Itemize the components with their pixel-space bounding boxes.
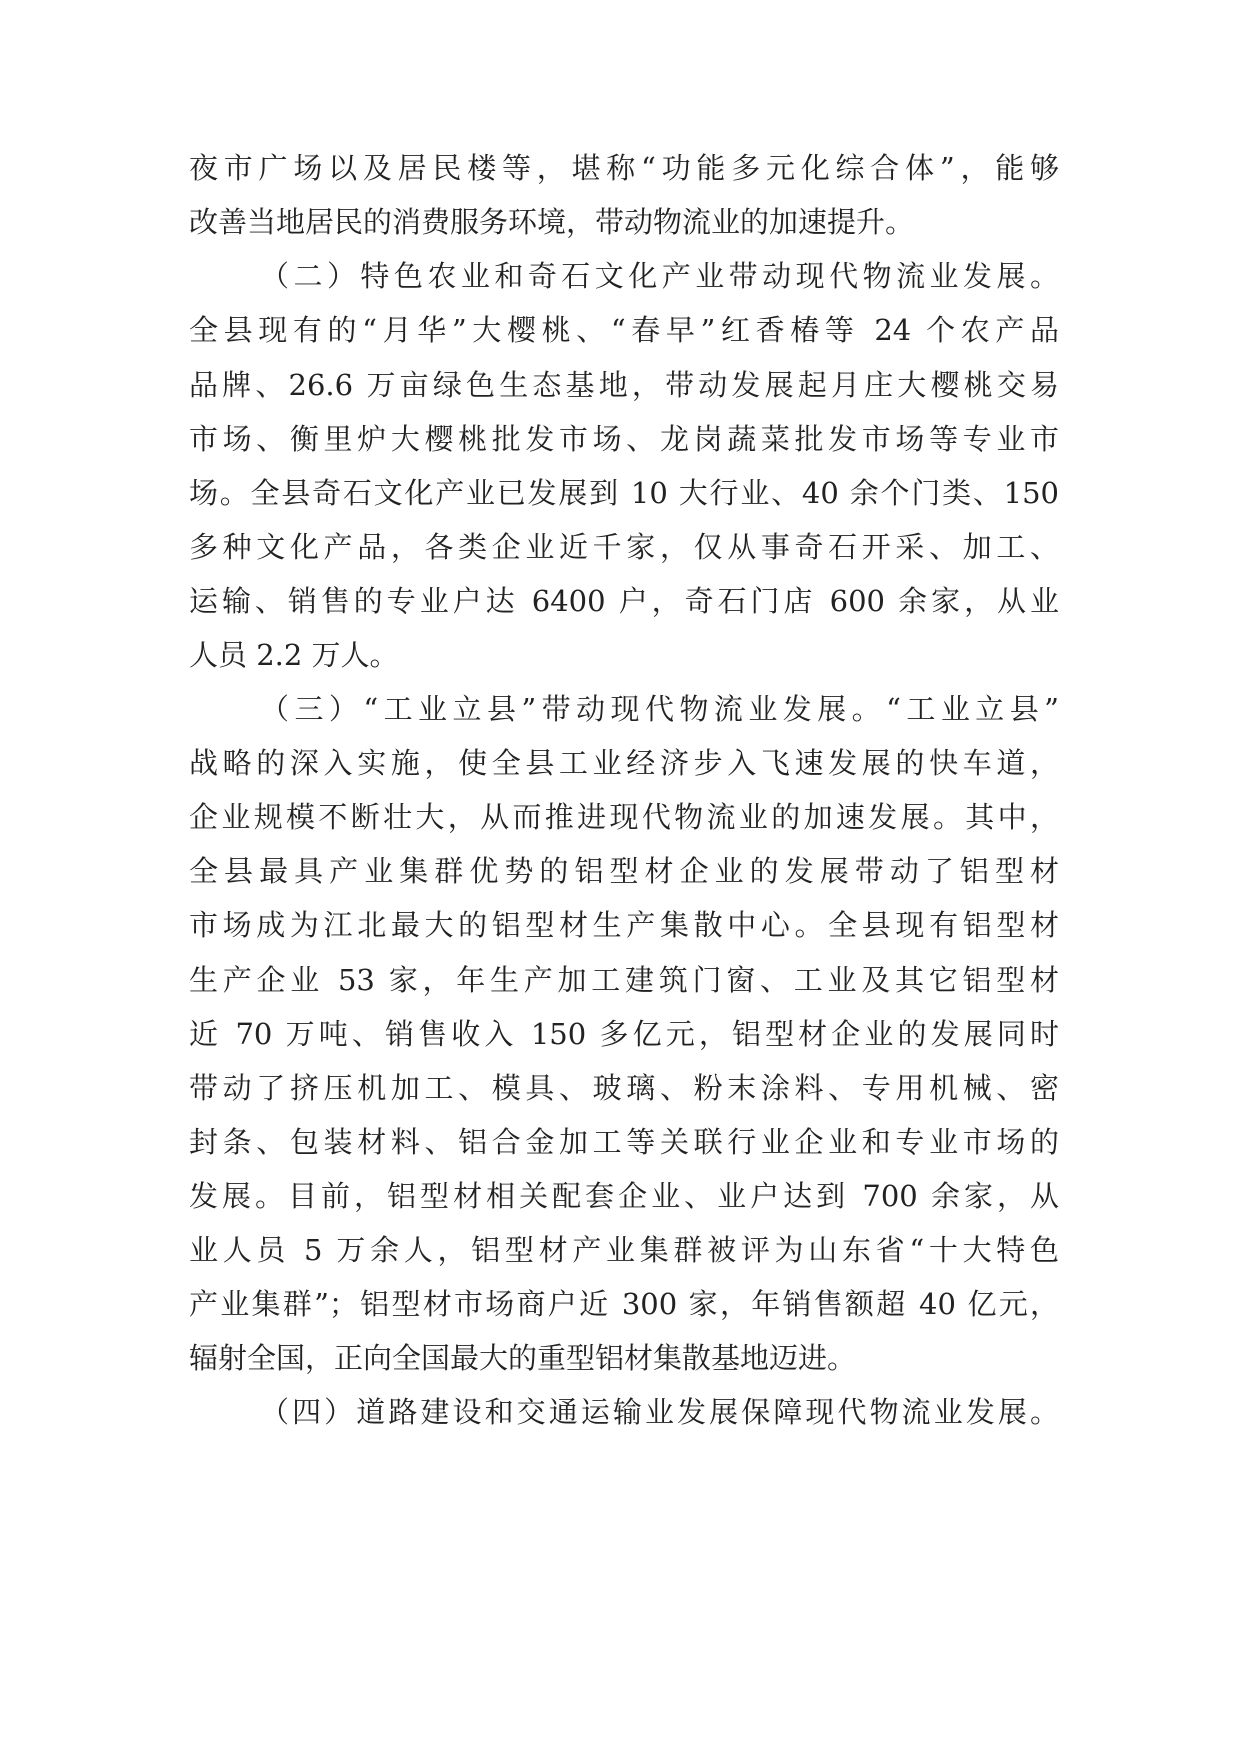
text-line: 辐射全国，正向全国最大的重型铝材集散基地迈进。 bbox=[189, 1341, 857, 1375]
text-line: 业人员 5 万余人，铝型材产业集群被评为山东省“十大特色 bbox=[189, 1233, 1059, 1267]
text-line: 企业规模不断壮大，从而推进现代物流业的加速发展。其中， bbox=[189, 800, 1059, 834]
text-line: 场。全县奇石文化产业已发展到 10 大行业、40 余个门类、150 bbox=[189, 476, 1059, 510]
text-line: 夜市广场以及居民楼等，堪称“功能多元化综合体”，能够 bbox=[189, 151, 1059, 185]
text-line: 市场成为江北最大的铝型材生产集散中心。全县现有铝型材 bbox=[189, 908, 1059, 942]
text-line: 带动了挤压机加工、模具、玻璃、粉末涂料、专用机械、密 bbox=[189, 1071, 1059, 1105]
text-line: 人员 2.2 万人。 bbox=[189, 638, 399, 672]
text-line: 战略的深入实施，使全县工业经济步入飞速发展的快车道， bbox=[189, 746, 1059, 780]
text-line: 多种文化产品，各类企业近千家，仅从事奇石开采、加工、 bbox=[189, 530, 1059, 564]
text-line: 封条、包装材料、铝合金加工等关联行业企业和专业市场的 bbox=[189, 1125, 1059, 1159]
text-line: 全县最具产业集群优势的铝型材企业的发展带动了铝型材 bbox=[189, 854, 1059, 888]
section-heading-4: （四）道路建设和交通运输业发展保障现代物流业发展。 bbox=[260, 1395, 1059, 1429]
text-line: 改善当地居民的消费服务环境，带动物流业的加速提升。 bbox=[189, 205, 915, 239]
text-line: 全县现有的“月华”大樱桃、“春早”红香椿等 24 个农产品 bbox=[189, 313, 1059, 347]
section-heading-3: （三）“工业立县”带动现代物流业发展。“工业立县” bbox=[260, 692, 1059, 726]
text-line: 生产企业 53 家，年生产加工建筑门窗、工业及其它铝型材 bbox=[189, 963, 1059, 997]
text-line: 品牌、26.6 万亩绿色生态基地，带动发展起月庄大樱桃交易 bbox=[189, 368, 1059, 402]
section-heading-2: （二）特色农业和奇石文化产业带动现代物流业发展。 bbox=[260, 259, 1059, 293]
text-line: 近 70 万吨、销售收入 150 多亿元，铝型材企业的发展同时 bbox=[189, 1017, 1059, 1051]
text-line: 发展。目前，铝型材相关配套企业、业户达到 700 余家，从 bbox=[189, 1179, 1059, 1213]
text-line: 产业集群”；铝型材市场商户近 300 家，年销售额超 40 亿元， bbox=[189, 1287, 1059, 1321]
text-line: 市场、衡里炉大樱桃批发市场、龙岗蔬菜批发市场等专业市 bbox=[189, 422, 1059, 456]
text-line: 运输、销售的专业户达 6400 户，奇石门店 600 余家，从业 bbox=[189, 584, 1059, 618]
